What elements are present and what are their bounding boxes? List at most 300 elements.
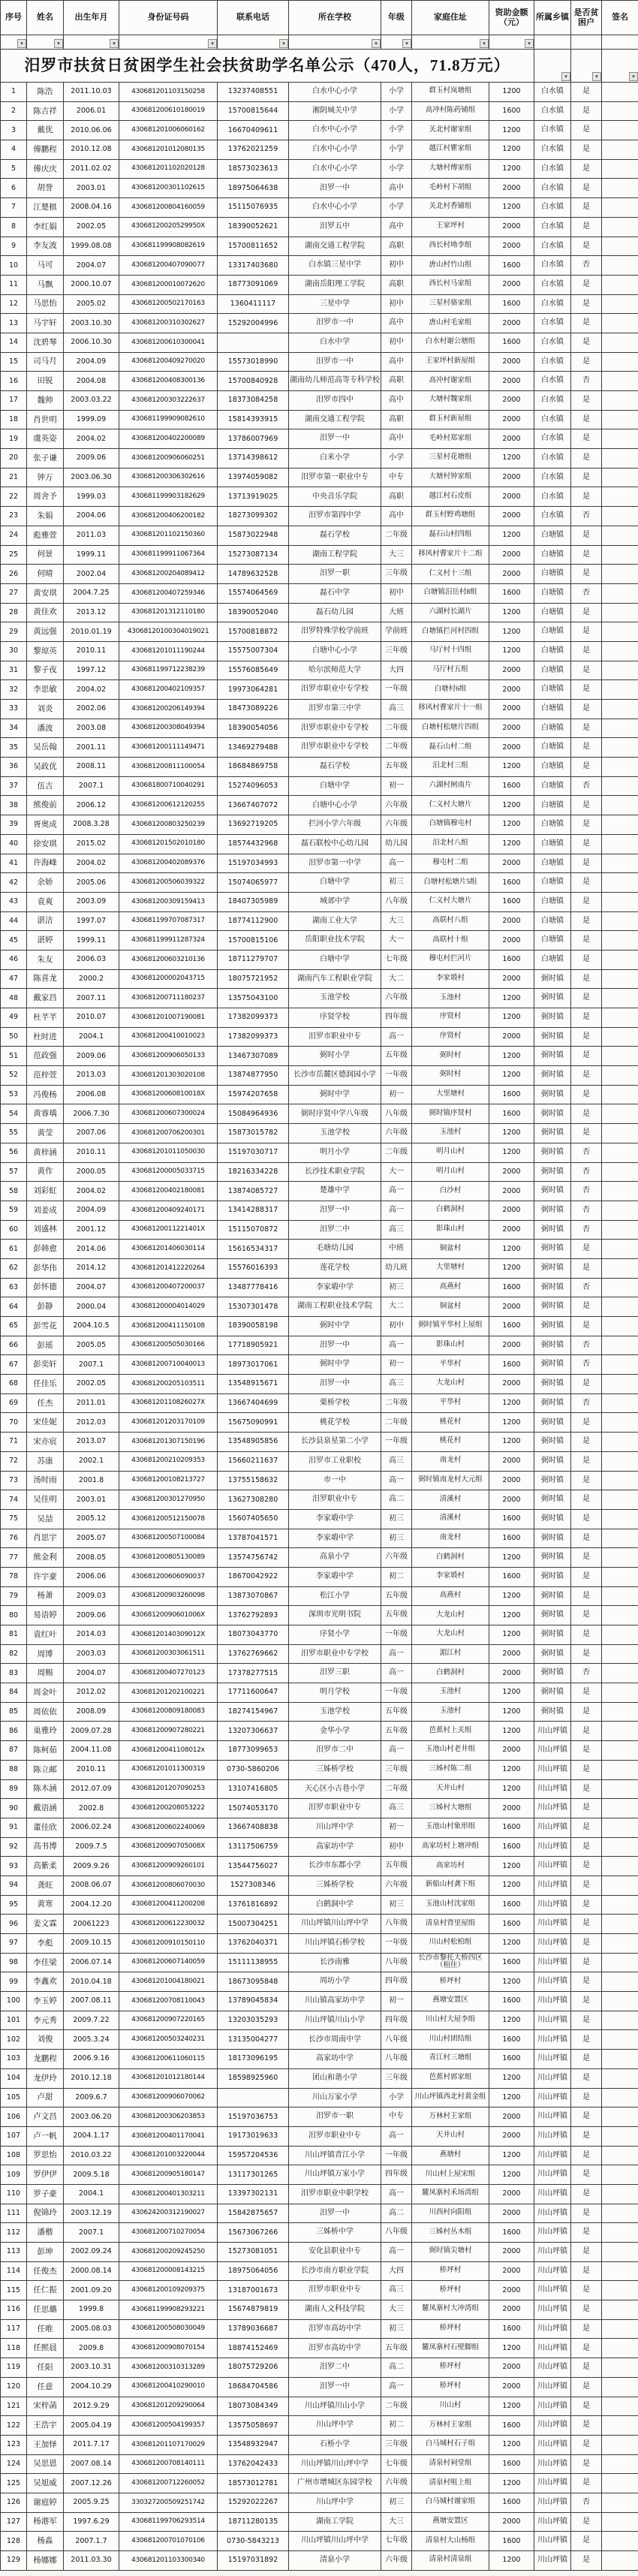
cell-township[interactable]: 弼时镇 bbox=[534, 1548, 571, 1568]
cell-id-number[interactable]: 430681200610180019 bbox=[119, 101, 218, 121]
cell-school[interactable]: 川山坪中学 bbox=[289, 2493, 381, 2512]
cell-signature[interactable] bbox=[602, 1066, 638, 1086]
cell-school[interactable]: 序贤学校 bbox=[289, 1008, 381, 1028]
cell-phone[interactable]: 15292022267 bbox=[218, 2493, 289, 2512]
cell-signature[interactable] bbox=[602, 1124, 638, 1143]
cell-address[interactable]: 青江村三塘组 bbox=[412, 2050, 489, 2069]
cell-is-poor[interactable]: 是 bbox=[571, 1258, 602, 1278]
cell-grade[interactable]: 高一 bbox=[381, 1664, 412, 1683]
cell-dob[interactable]: 2012.07.09 bbox=[64, 1779, 119, 1799]
cell-is-poor[interactable]: 是 bbox=[571, 796, 602, 815]
cell-grade[interactable]: 高一 bbox=[381, 1027, 412, 1047]
cell-id-number[interactable]: 430681200611060115 bbox=[119, 2050, 218, 2069]
cell-phone[interactable]: 15084964936 bbox=[218, 1104, 289, 1124]
cell-grade[interactable]: 初中 bbox=[381, 294, 412, 314]
cell-dob[interactable]: 2012.9.29 bbox=[64, 2397, 119, 2416]
cell-school[interactable]: 三姊桥学校 bbox=[289, 1876, 381, 1895]
cell-signature[interactable] bbox=[602, 911, 638, 931]
cell-school[interactable]: 毛塘幼儿园 bbox=[289, 1240, 381, 1259]
cell-address[interactable]: 影珠山村 bbox=[412, 1220, 489, 1240]
cell-address[interactable]: 桥坪村 bbox=[412, 2281, 489, 2300]
cell-id-number[interactable]: 430681201406030114 bbox=[119, 1240, 218, 1259]
cell-dob[interactable]: 2011.02.02 bbox=[64, 159, 119, 179]
cell-phone[interactable]: 15700815106 bbox=[218, 931, 289, 951]
cell-signature[interactable] bbox=[602, 854, 638, 873]
cell-id-number[interactable]: 430681201307150196 bbox=[119, 1433, 218, 1452]
cell-township[interactable]: 白水镇 bbox=[534, 256, 571, 276]
cell-school[interactable]: 川山坪镇青江小学 bbox=[289, 2146, 381, 2165]
cell-school[interactable]: 磊石联校中心幼儿园 bbox=[289, 834, 381, 854]
cell-amount[interactable]: 2000 bbox=[489, 680, 534, 700]
cell-seq[interactable]: 10 bbox=[1, 256, 27, 276]
cell-is-poor[interactable]: 是 bbox=[571, 2088, 602, 2107]
cell-address[interactable]: 仁义村大塘片 bbox=[412, 892, 489, 911]
cell-township[interactable]: 弼时镇 bbox=[534, 1471, 571, 1490]
cell-signature[interactable] bbox=[602, 1799, 638, 1818]
cell-id-number[interactable]: 430681200303222637 bbox=[119, 391, 218, 411]
cell-address[interactable]: 李家塅村 bbox=[412, 1567, 489, 1586]
cell-name[interactable]: 罗子豪 bbox=[27, 2184, 64, 2204]
cell-id-number[interactable]: 430681201103300340 bbox=[119, 2551, 218, 2571]
cell-seq[interactable]: 26 bbox=[1, 565, 27, 584]
cell-school[interactable]: 白水中心小学 bbox=[289, 121, 381, 140]
cell-name[interactable]: 杨娜娜 bbox=[27, 2551, 64, 2571]
cell-id-number[interactable]: 430681200504199357 bbox=[119, 2416, 218, 2436]
cell-address[interactable]: 白塘镇拦河村四组 bbox=[412, 622, 489, 642]
cell-seq[interactable]: 110 bbox=[1, 2184, 27, 2204]
cell-name[interactable]: 田锐 bbox=[27, 372, 64, 391]
cell-id-number[interactable]: 43068120060810018X bbox=[119, 1085, 218, 1104]
cell-signature[interactable] bbox=[602, 1355, 638, 1375]
cell-amount[interactable]: 1200 bbox=[489, 758, 534, 777]
cell-address[interactable]: 清溪村 bbox=[412, 1509, 489, 1529]
cell-is-poor[interactable]: 是 bbox=[571, 1915, 602, 1934]
cell-phone[interactable]: 18598925960 bbox=[218, 2068, 289, 2088]
cell-address[interactable]: 移风村曹家片十二组 bbox=[412, 545, 489, 565]
cell-name[interactable]: 湛婷 bbox=[27, 931, 64, 951]
cell-address[interactable]: 高联村十组 bbox=[412, 931, 489, 951]
cell-seq[interactable]: 107 bbox=[1, 2126, 27, 2146]
cell-signature[interactable] bbox=[602, 1529, 638, 1548]
cell-is-poor[interactable]: 否 bbox=[571, 1664, 602, 1683]
cell-amount[interactable]: 2000 bbox=[489, 1741, 534, 1761]
cell-signature[interactable] bbox=[602, 1741, 638, 1761]
cell-dob[interactable]: 2010.11 bbox=[64, 641, 119, 661]
cell-dob[interactable]: 2003.03.22 bbox=[64, 391, 119, 411]
cell-signature[interactable] bbox=[602, 1433, 638, 1452]
cell-signature[interactable] bbox=[602, 468, 638, 487]
cell-school[interactable]: 汨罗二中 bbox=[289, 1220, 381, 1240]
cell-grade[interactable]: 初二 bbox=[381, 2416, 412, 2436]
cell-name[interactable]: 彪雅萱 bbox=[27, 526, 64, 545]
cell-seq[interactable]: 72 bbox=[1, 1451, 27, 1471]
cell-name[interactable]: 徐安琪 bbox=[27, 834, 64, 854]
cell-township[interactable]: 白塘镇 bbox=[534, 565, 571, 584]
cell-address[interactable]: 大里塘村 bbox=[412, 1258, 489, 1278]
cell-id-number[interactable]: 430681201103150258 bbox=[119, 83, 218, 102]
cell-dob[interactable]: 2004.02 bbox=[64, 680, 119, 700]
cell-dob[interactable]: 2002.09.24 bbox=[64, 2243, 119, 2262]
cell-school[interactable]: 汨罗市职业中专学校 bbox=[289, 719, 381, 738]
cell-township[interactable]: 川山坪镇 bbox=[534, 1915, 571, 1934]
cell-seq[interactable]: 22 bbox=[1, 487, 27, 507]
cell-phone[interactable]: 13548905856 bbox=[218, 1433, 289, 1452]
cell-amount[interactable]: 2000 bbox=[489, 565, 534, 584]
cell-amount[interactable]: 1600 bbox=[489, 1915, 534, 1934]
cell-is-poor[interactable]: 是 bbox=[571, 2358, 602, 2378]
filter-cell[interactable] bbox=[64, 35, 119, 50]
cell-school[interactable]: 汨罗市一中 bbox=[289, 352, 381, 372]
cell-phone[interactable]: 18473089226 bbox=[218, 700, 289, 719]
cell-grade[interactable]: 二年级 bbox=[381, 526, 412, 545]
cell-id-number[interactable]: 430681200701070106 bbox=[119, 2532, 218, 2551]
cell-seq[interactable]: 69 bbox=[1, 1393, 27, 1413]
cell-name[interactable]: 刘彩虹 bbox=[27, 1182, 64, 1201]
cell-signature[interactable] bbox=[602, 1664, 638, 1683]
cell-grade[interactable]: 高一 bbox=[381, 1644, 412, 1664]
cell-dob[interactable]: 2010.06.06 bbox=[64, 121, 119, 140]
cell-township[interactable]: 弼时镇 bbox=[534, 1066, 571, 1086]
cell-signature[interactable] bbox=[602, 2068, 638, 2088]
cell-township[interactable]: 白水镇 bbox=[534, 217, 571, 237]
cell-name[interactable]: 谢庭婷 bbox=[27, 2493, 64, 2512]
cell-grade[interactable]: 五年级 bbox=[381, 1606, 412, 1625]
cell-id-number[interactable]: 430681201012080135 bbox=[119, 140, 218, 160]
cell-id-number[interactable]: 430681200005033715 bbox=[119, 1162, 218, 1182]
cell-name[interactable]: 李鑫欢 bbox=[27, 1972, 64, 1992]
cell-name[interactable]: 湛洁 bbox=[27, 911, 64, 931]
cell-amount[interactable]: 1200 bbox=[489, 2011, 534, 2030]
cell-name[interactable]: 龙伊玲 bbox=[27, 2068, 64, 2088]
cell-signature[interactable] bbox=[602, 603, 638, 622]
cell-name[interactable]: 汤时雨 bbox=[27, 1471, 64, 1490]
cell-seq[interactable]: 14 bbox=[1, 333, 27, 352]
cell-grade[interactable]: 高三 bbox=[381, 1451, 412, 1471]
cell-id-number[interactable]: 43068120090705008X bbox=[119, 1837, 218, 1857]
cell-dob[interactable]: 2004.07 bbox=[64, 256, 119, 276]
cell-school[interactable]: 岳阳职业技术学院 bbox=[289, 931, 381, 951]
cell-amount[interactable]: 1600 bbox=[489, 1355, 534, 1375]
cell-address[interactable]: 玉池村 bbox=[412, 989, 489, 1008]
cell-name[interactable]: 任阳 bbox=[27, 2358, 64, 2378]
cell-signature[interactable] bbox=[602, 2551, 638, 2571]
cell-is-poor[interactable]: 是 bbox=[571, 1433, 602, 1452]
cell-dob[interactable]: 2009.10.15 bbox=[64, 1934, 119, 1954]
cell-dob[interactable]: 2003.10.31 bbox=[64, 2358, 119, 2378]
cell-phone[interactable]: 13667407072 bbox=[218, 796, 289, 815]
cell-seq[interactable]: 16 bbox=[1, 372, 27, 391]
cell-seq[interactable]: 24 bbox=[1, 526, 27, 545]
cell-is-poor[interactable]: 是 bbox=[571, 1471, 602, 1490]
cell-grade[interactable]: 学前班 bbox=[381, 622, 412, 642]
col-header-address[interactable]: 家庭住址 bbox=[412, 1, 489, 35]
cell-address[interactable]: 弼时村 bbox=[412, 1066, 489, 1086]
cell-is-poor[interactable]: 是 bbox=[571, 2377, 602, 2397]
cell-name[interactable]: 周金叶 bbox=[27, 1683, 64, 1703]
cell-phone[interactable]: 13789036687 bbox=[218, 2319, 289, 2339]
cell-name[interactable]: 周依依 bbox=[27, 1702, 64, 1722]
cell-phone[interactable]: 15575007304 bbox=[218, 641, 289, 661]
cell-dob[interactable]: 2007.08.14 bbox=[64, 2454, 119, 2474]
cell-name[interactable]: 巢雅玲 bbox=[27, 1722, 64, 1741]
cell-signature[interactable] bbox=[602, 256, 638, 276]
cell-amount[interactable]: 1200 bbox=[489, 2339, 534, 2358]
cell-signature[interactable] bbox=[602, 2358, 638, 2378]
cell-school[interactable]: 汨罗市职业中专 bbox=[289, 2126, 381, 2146]
cell-name[interactable]: 彭奕轩 bbox=[27, 1355, 64, 1375]
cell-address[interactable]: 麓凤寨村禾场湾组 bbox=[412, 2184, 489, 2204]
col-header-id-number[interactable]: 身份证号码 bbox=[119, 1, 218, 35]
cell-amount[interactable]: 2000 bbox=[489, 487, 534, 507]
cell-id-number[interactable]: 430681201006060162 bbox=[119, 121, 218, 140]
cell-signature[interactable] bbox=[602, 1683, 638, 1703]
cell-id-number[interactable]: 430681200407259346 bbox=[119, 583, 218, 603]
cell-dob[interactable]: 2004.1 bbox=[64, 1027, 119, 1047]
cell-amount[interactable]: 1600 bbox=[489, 1567, 534, 1586]
cell-id-number[interactable]: 430681200710270054 bbox=[119, 2223, 218, 2243]
cell-amount[interactable]: 1200 bbox=[489, 1722, 534, 1741]
cell-address[interactable]: 西长村坳李组 bbox=[412, 237, 489, 256]
cell-signature[interactable] bbox=[602, 391, 638, 411]
cell-phone[interactable]: 15574064569 bbox=[218, 583, 289, 603]
cell-is-poor[interactable]: 是 bbox=[571, 140, 602, 160]
cell-address[interactable]: 白马城村石子组 bbox=[412, 2435, 489, 2454]
cell-dob[interactable]: 2013.03 bbox=[64, 1066, 119, 1086]
cell-grade[interactable]: 高中 bbox=[381, 314, 412, 333]
cell-amount[interactable]: 1200 bbox=[489, 140, 534, 160]
cell-phone[interactable]: 15576016393 bbox=[218, 1258, 289, 1278]
cell-name[interactable]: 钟万 bbox=[27, 468, 64, 487]
cell-school[interactable]: 汨罗一中 bbox=[289, 2377, 381, 2397]
cell-address[interactable]: 越江村石皮组 bbox=[412, 487, 489, 507]
cell-grade[interactable]: 高职 bbox=[381, 410, 412, 429]
cell-grade[interactable]: 高二 bbox=[381, 2204, 412, 2223]
cell-dob[interactable]: 2006.01 bbox=[64, 101, 119, 121]
cell-name[interactable]: 许宇豪 bbox=[27, 1567, 64, 1586]
cell-is-poor[interactable]: 是 bbox=[571, 2416, 602, 2436]
cell-signature[interactable] bbox=[602, 1085, 638, 1104]
cell-school[interactable]: 川山坪镇石桥学校 bbox=[289, 1934, 381, 1954]
cell-id-number[interactable]: 430681200607300024 bbox=[119, 1104, 218, 1124]
cell-phone[interactable]: 16670409611 bbox=[218, 121, 289, 140]
cell-school[interactable]: 汨罗市职业中专 bbox=[289, 1027, 381, 1047]
cell-phone[interactable]: 18390058198 bbox=[218, 1317, 289, 1336]
cell-amount[interactable]: 1200 bbox=[489, 1433, 534, 1452]
cell-signature[interactable] bbox=[602, 2512, 638, 2532]
cell-school[interactable]: 弼时中学 bbox=[289, 1317, 381, 1336]
cell-signature[interactable] bbox=[602, 2146, 638, 2165]
cell-grade[interactable]: 高一 bbox=[381, 1336, 412, 1355]
cell-amount[interactable]: 1200 bbox=[489, 1606, 534, 1625]
cell-seq[interactable]: 95 bbox=[1, 1895, 27, 1915]
cell-phone[interactable]: 15616534317 bbox=[218, 1240, 289, 1259]
cell-name[interactable]: 彭瑶 bbox=[27, 1336, 64, 1355]
cell-id-number[interactable]: 430681200010072620 bbox=[119, 275, 218, 294]
cell-seq[interactable]: 60 bbox=[1, 1220, 27, 1240]
cell-seq[interactable]: 104 bbox=[1, 2068, 27, 2088]
cell-phone[interactable]: 13692719205 bbox=[218, 815, 289, 835]
cell-is-poor[interactable]: 是 bbox=[571, 1837, 602, 1857]
cell-township[interactable]: 川山坪镇 bbox=[534, 2339, 571, 2358]
cell-amount[interactable]: 1200 bbox=[489, 121, 534, 140]
cell-phone[interactable]: 18574432968 bbox=[218, 834, 289, 854]
filter-cell[interactable] bbox=[1, 35, 27, 50]
cell-seq[interactable]: 88 bbox=[1, 1760, 27, 1779]
cell-amount[interactable]: 1600 bbox=[489, 2493, 534, 2512]
cell-school[interactable]: 川山坪中学 bbox=[289, 1818, 381, 1837]
cell-id-number[interactable]: 430681200407200037 bbox=[119, 1278, 218, 1297]
cell-seq[interactable]: 78 bbox=[1, 1567, 27, 1586]
cell-seq[interactable]: 37 bbox=[1, 776, 27, 796]
cell-township[interactable]: 白水镇 bbox=[534, 333, 571, 352]
cell-school[interactable]: 川山坪中学 bbox=[289, 2416, 381, 2436]
cell-seq[interactable]: 90 bbox=[1, 1799, 27, 1818]
cell-township[interactable]: 白水镇 bbox=[534, 352, 571, 372]
cell-grade[interactable]: 幼儿班 bbox=[381, 1258, 412, 1278]
cell-township[interactable]: 弼时镇 bbox=[534, 1375, 571, 1394]
cell-phone[interactable]: 13203035293 bbox=[218, 2011, 289, 2030]
cell-is-poor[interactable]: 是 bbox=[571, 1375, 602, 1394]
cell-name[interactable]: 虞英姿 bbox=[27, 429, 64, 449]
cell-dob[interactable]: 1999.8 bbox=[64, 2300, 119, 2320]
cell-address[interactable]: 川山坪镇西北村黄金组 bbox=[412, 2088, 489, 2107]
cell-school[interactable]: 汨罗市职业中专学校 bbox=[289, 1644, 381, 1664]
cell-address[interactable]: 三星村骆家组 bbox=[412, 294, 489, 314]
cell-township[interactable]: 白塘镇 bbox=[534, 526, 571, 545]
cell-id-number[interactable]: 430681200411150108 bbox=[119, 1317, 218, 1336]
col-header-amount[interactable]: 资助金额（元） bbox=[489, 1, 534, 35]
cell-is-poor[interactable]: 是 bbox=[571, 1451, 602, 1471]
cell-id-number[interactable]: 430681200401170041 bbox=[119, 2126, 218, 2146]
cell-grade[interactable]: 四年级 bbox=[381, 1008, 412, 1028]
cell-seq[interactable]: 101 bbox=[1, 2011, 27, 2030]
cell-id-number[interactable]: 430681200111149471 bbox=[119, 738, 218, 758]
cell-id-number[interactable]: 430681200308049394 bbox=[119, 719, 218, 738]
cell-township[interactable]: 弼时镇 bbox=[534, 1606, 571, 1625]
cell-id-number[interactable]: 430681200503240231 bbox=[119, 2030, 218, 2050]
cell-signature[interactable] bbox=[602, 1567, 638, 1586]
cell-grade[interactable]: 幼儿园 bbox=[381, 834, 412, 854]
cell-dob[interactable]: 2012.02 bbox=[64, 1683, 119, 1703]
cell-signature[interactable] bbox=[602, 1972, 638, 1992]
cell-name[interactable]: 宋梓菡 bbox=[27, 2397, 64, 2416]
cell-id-number[interactable]: 430681199712238239 bbox=[119, 661, 218, 680]
cell-grade[interactable]: 小学 bbox=[381, 121, 412, 140]
cell-is-poor[interactable]: 是 bbox=[571, 179, 602, 198]
cell-township[interactable]: 白水镇 bbox=[534, 487, 571, 507]
cell-id-number[interactable]: 430681200708140111 bbox=[119, 2454, 218, 2474]
cell-seq[interactable]: 1 bbox=[1, 83, 27, 102]
cell-phone[interactable]: 18075729206 bbox=[218, 2358, 289, 2378]
cell-is-poor[interactable]: 是 bbox=[571, 758, 602, 777]
filter-cell[interactable] bbox=[534, 50, 571, 83]
cell-is-poor[interactable]: 是 bbox=[571, 121, 602, 140]
cell-dob[interactable]: 2005.08.03 bbox=[64, 2319, 119, 2339]
cell-is-poor[interactable]: 是 bbox=[571, 83, 602, 102]
cell-seq[interactable]: 13 bbox=[1, 314, 27, 333]
cell-dob[interactable]: 2010.01.19 bbox=[64, 622, 119, 642]
cell-signature[interactable] bbox=[602, 1509, 638, 1529]
cell-name[interactable]: 马飘 bbox=[27, 275, 64, 294]
cell-signature[interactable] bbox=[602, 352, 638, 372]
cell-address[interactable]: 穆屯村二组 bbox=[412, 854, 489, 873]
cell-is-poor[interactable]: 是 bbox=[571, 333, 602, 352]
cell-id-number[interactable]: 430681199911287324 bbox=[119, 931, 218, 951]
cell-dob[interactable]: 2003.08 bbox=[64, 719, 119, 738]
cell-amount[interactable]: 2000 bbox=[489, 1664, 534, 1683]
cell-school[interactable]: 白鹤洞中学 bbox=[289, 1895, 381, 1915]
cell-township[interactable]: 川山坪镇 bbox=[534, 2184, 571, 2204]
cell-name[interactable]: 卢甜 bbox=[27, 2088, 64, 2107]
cell-school[interactable]: 哈尔滨师范大学 bbox=[289, 661, 381, 680]
cell-school[interactable]: 汨罗特殊学校学前班 bbox=[289, 622, 381, 642]
cell-school[interactable]: 天心区小古巷小学 bbox=[289, 1779, 381, 1799]
cell-is-poor[interactable]: 是 bbox=[571, 950, 602, 969]
cell-township[interactable]: 川山坪镇 bbox=[534, 1799, 571, 1818]
cell-name[interactable]: 魏帅 bbox=[27, 391, 64, 411]
cell-id-number[interactable]: 430681200411200208 bbox=[119, 1895, 218, 1915]
cell-name[interactable]: 吴思恩 bbox=[27, 2454, 64, 2474]
cell-grade[interactable]: 初一 bbox=[381, 1992, 412, 2011]
cell-township[interactable]: 川山坪镇 bbox=[534, 1934, 571, 1954]
cell-is-poor[interactable]: 否 bbox=[571, 1201, 602, 1220]
cell-signature[interactable] bbox=[602, 198, 638, 218]
cell-seq[interactable]: 57 bbox=[1, 1162, 27, 1182]
cell-township[interactable]: 川山坪镇 bbox=[534, 2416, 571, 2436]
cell-school[interactable]: 高家坊中学 bbox=[289, 1837, 381, 1857]
cell-name[interactable]: 彭怀德 bbox=[27, 1278, 64, 1297]
cell-name[interactable]: 李元秀 bbox=[27, 2011, 64, 2030]
cell-signature[interactable] bbox=[602, 410, 638, 429]
cell-id-number[interactable]: 430681200004014029 bbox=[119, 1297, 218, 1317]
cell-township[interactable]: 川山坪镇 bbox=[534, 2512, 571, 2532]
cell-signature[interactable] bbox=[602, 2435, 638, 2454]
cell-amount[interactable]: 2000 bbox=[489, 1162, 534, 1182]
cell-address[interactable]: 桃花村 bbox=[412, 1413, 489, 1433]
cell-is-poor[interactable]: 否 bbox=[571, 1355, 602, 1375]
cell-name[interactable]: 姜文霖 bbox=[27, 1915, 64, 1934]
cell-name[interactable]: 杜时进 bbox=[27, 1027, 64, 1047]
cell-address[interactable]: 三姊村陈二组 bbox=[412, 1760, 489, 1779]
cell-name[interactable]: 黄莹 bbox=[27, 1124, 64, 1143]
cell-grade[interactable]: 五年级 bbox=[381, 1586, 412, 1606]
cell-is-poor[interactable]: 是 bbox=[571, 1066, 602, 1086]
cell-seq[interactable]: 71 bbox=[1, 1433, 27, 1452]
cell-phone[interactable]: 15573018990 bbox=[218, 352, 289, 372]
cell-signature[interactable] bbox=[602, 583, 638, 603]
cell-phone[interactable]: 13762040371 bbox=[218, 1934, 289, 1954]
cell-township[interactable]: 白塘镇 bbox=[534, 641, 571, 661]
cell-township[interactable]: 弼时镇 bbox=[534, 1297, 571, 1317]
cell-amount[interactable]: 1600 bbox=[489, 1529, 534, 1548]
cell-signature[interactable] bbox=[602, 1857, 638, 1876]
cell-signature[interactable] bbox=[602, 892, 638, 911]
cell-phone[interactable]: 15111138955 bbox=[218, 1953, 289, 1972]
cell-phone[interactable]: 15007304251 bbox=[218, 1915, 289, 1934]
cell-address[interactable]: 群玉村野鸡塘组 bbox=[412, 507, 489, 526]
cell-address[interactable]: 弼时镇南龙村大元组 bbox=[412, 1471, 489, 1490]
cell-is-poor[interactable]: 是 bbox=[571, 275, 602, 294]
cell-phone[interactable]: 15197031892 bbox=[218, 2551, 289, 2571]
cell-phone[interactable]: 13544756027 bbox=[218, 1857, 289, 1876]
cell-grade[interactable]: 初三 bbox=[381, 873, 412, 893]
cell-grade[interactable]: 大二 bbox=[381, 1297, 412, 1317]
cell-seq[interactable]: 45 bbox=[1, 931, 27, 951]
cell-phone[interactable]: 13107416805 bbox=[218, 1779, 289, 1799]
cell-phone[interactable]: 13974059082 bbox=[218, 468, 289, 487]
cell-dob[interactable]: 2011.01 bbox=[64, 1393, 119, 1413]
cell-name[interactable]: 任唯 bbox=[27, 2319, 64, 2339]
